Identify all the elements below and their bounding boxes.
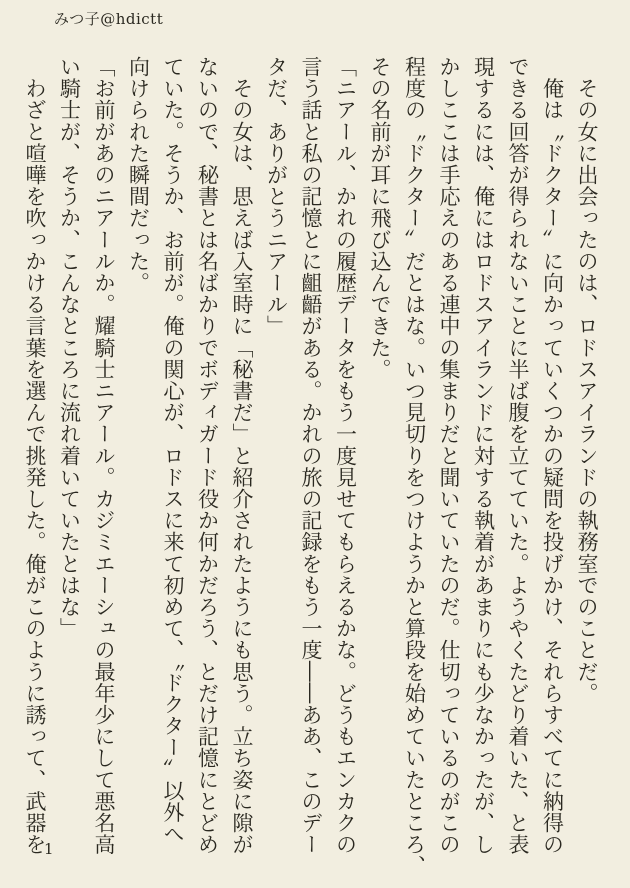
text-column: 言う話と私の記憶とに齟齬がある。かれの旅の記録をもう一度――ああ、このデー bbox=[299, 56, 323, 856]
text-column: その女に出会ったのは、ロドスアイランドの執務室でのことだ。 bbox=[575, 56, 599, 704]
text-column: い騎士が、そうか、こんなところに流れ着いていたとはな」 bbox=[57, 56, 82, 640]
text-column: 向けられた瞬間だった。 bbox=[126, 56, 151, 294]
text-column: わざと喧嘩を吹っかける言葉を選んで挑発した。俺がこのように誘って、武器を bbox=[23, 56, 47, 856]
text-column: 程度の〝ドクター〟だとはな。いつ見切りをつけようかと算段を始めていたところ、 bbox=[402, 56, 427, 877]
text-column: 現するには、俺にはロドスアイランドに対する執着があまりにも少なかったが、し bbox=[471, 56, 496, 856]
text-column: その名前が耳に飛び込んできた。 bbox=[368, 56, 392, 380]
text-column: ていた。そうか、お前が。俺の関心が、ロドスに来て初めて、〝ドクター〟以外へ bbox=[161, 56, 185, 845]
text-column: その女は、思えば入室時に「秘書だ」と紹介されたようにも思う。立ち姿に隙が bbox=[230, 56, 254, 856]
text-column: タだ、ありがとうニアール」 bbox=[264, 56, 289, 337]
text-column: 「お前があのニアールか。耀騎士ニアール。カジミエーシュの最年少にして悪名高 bbox=[92, 56, 116, 856]
text-column: できる回答が得られないことに半ば腹を立てていた。ようやくたどり着いた、と表 bbox=[506, 56, 530, 856]
text-column: 「ニアール、かれの履歴データをもう一度見せてもらえるかな。どうもエンカクの bbox=[333, 56, 358, 856]
author-handle: みつ子@hdictt bbox=[54, 10, 164, 28]
page-number: 1 bbox=[44, 840, 54, 858]
text-column: 俺は〝ドクター〟に向かっていくつかの疑問を投げかけ、それらすべてに納得の bbox=[540, 56, 565, 856]
text-column: かしここは手応えのある連中の集まりだと聞いていたのだ。仕切っているのがこの bbox=[437, 56, 461, 856]
body-text bbox=[18, 56, 605, 877]
text-column: ないので、秘書とは名ばかりでボディガード役か何かだろう、とだけ記憶にとどめ bbox=[195, 56, 220, 856]
